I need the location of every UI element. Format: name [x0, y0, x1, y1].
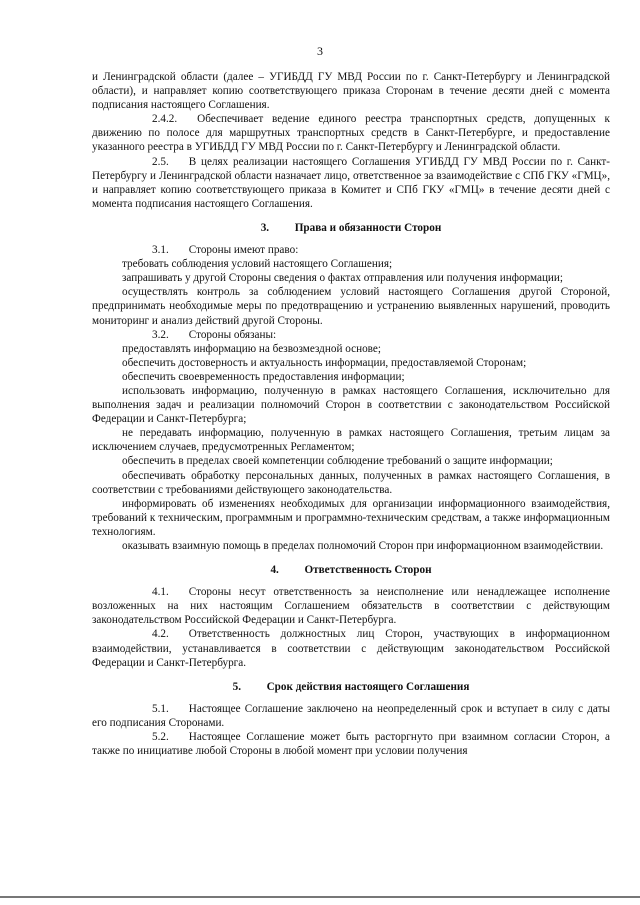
numbered-clause [92, 627, 610, 669]
section-number: 4. [270, 564, 279, 577]
paragraph-text: оказывать взаимную помощь в пределах полномочий Сторон при информационном взаимодействии. [122, 540, 604, 552]
numbered-clause [92, 155, 610, 211]
paragraph-text: Стороны имеют право: [188, 244, 299, 257]
paragraph-text: осуществлять контроль за соблюдением условий настоящего Соглашения другой Стороной, предпринимать необходимые меры по предотвращению и устранению выявленных нарушений, проводить мониторинг и анализ действий другой Стороны. [92, 286, 610, 327]
paragraph-text: обеспечить достоверность и актуальность информации, предоставляемой Сторонам; [122, 356, 527, 369]
paragraph-text: требовать соблюдения условий настоящего Соглашения; [122, 258, 393, 271]
section-number: 3. [260, 221, 270, 234]
paragraph-text: Обеспечивает ведение единого реестра транспортных средств, допущенных к движению по полосе для маршрутных транспортных средств в Санкт-Петербурге, и предоставление указанного реестра в УГИБДД ГУ МВД России по г. Санкт-Петербургу и Ленинградской области. [92, 113, 610, 154]
paragraph-text: запрашивать у другой Стороны сведения о фактах отправления или получения информации; [122, 272, 564, 285]
paragraph [92, 384, 610, 426]
paragraph [92, 539, 610, 553]
numbered-clause [92, 112, 610, 154]
section-heading [92, 680, 610, 694]
section-title: Срок действия настоящего Соглашения [266, 680, 470, 693]
section-heading [92, 563, 610, 577]
paragraph [92, 342, 610, 356]
section-heading [92, 221, 610, 235]
paragraph [92, 70, 610, 112]
numbered-clause [92, 702, 610, 730]
clause-number: 5.2. [152, 731, 169, 744]
paragraph-text: обеспечить своевременность предоставления информации; [122, 370, 405, 383]
page-number: 3 [317, 44, 323, 58]
section-number: 5. [232, 680, 241, 693]
numbered-clause [92, 730, 610, 758]
clause-number: 3.2. [152, 328, 169, 341]
paragraph-text: Настоящее Соглашение может быть расторгнуто при взаимном согласии Сторон, а также по инициативе любой Стороны в любой момент при условии получения [92, 731, 610, 758]
clause-number: 2.4.2. [152, 113, 178, 126]
scan-edge [0, 896, 640, 898]
paragraph [92, 271, 610, 285]
paragraph-text: обеспечивать обработку персональных данных, полученных в рамках настоящего Соглашения, в соответствии с требованиями действующего законодательства. [92, 469, 610, 496]
paragraph-text: Стороны несут ответственность за неисполнение или ненадлежащее исполнение возложенных на них настоящим Соглашением обязательств в соответствии с действующим законодательством Российской Федерации и Санкт-Петербурга. [92, 586, 610, 627]
clause-number: 4.1. [152, 586, 169, 599]
section-title: Права и обязанности Сторон [294, 221, 442, 234]
section-title: Ответственность Сторон [304, 564, 432, 577]
paragraph-text: информировать об изменениях необходимых для организации информационного взаимодействия, требований к техническим, программным и программно-техническим средствам, а также информационным технологиям. [92, 497, 610, 538]
paragraph-text: обеспечить в пределах своей компетенции соблюдение требований о защите информации; [122, 455, 553, 468]
paragraph [92, 497, 610, 539]
clause-number: 2.5. [152, 155, 169, 168]
paragraph [92, 426, 610, 454]
document-body [92, 70, 610, 758]
clause-number: 3.1. [152, 244, 169, 257]
paragraph [92, 454, 610, 468]
clause-number: 4.2. [152, 628, 169, 641]
paragraph-text: В целях реализации настоящего Соглашения УГИБДД ГУ МВД России по г. Санкт-Петербургу и Ленинградской области назначает лицо, ответственное за взаимодействие с СПб ГКУ «ГМЦ», и направляет копию соответствующего приказа в Комитет и СПб ГКУ «ГМЦ» в течение десяти дней с момента подписания настоящего Соглашения. [92, 155, 610, 210]
paragraph [92, 370, 610, 384]
paragraph-text: и Ленинградской области (далее – УГИБДД ГУ МВД России по г. Санкт-Петербургу и Ленинградской области), и направляет копию соответствующего приказа Сторонам в течение десяти дней с момента подписания настоящего Соглашения. [92, 71, 610, 112]
numbered-clause [92, 585, 610, 627]
paragraph [92, 356, 610, 370]
paragraph-text: не передавать информацию, полученную в рамках настоящего Соглашения, третьим лицам за исключением случаев, предусмотренных Регламентом; [92, 427, 610, 454]
paragraph [92, 257, 610, 271]
numbered-clause [92, 328, 610, 342]
clause-number: 5.1. [152, 702, 169, 715]
paragraph-text: Настоящее Соглашение заключено на неопределенный срок и вступает в силу с даты его подписания Сторонами. [92, 702, 610, 729]
paragraph-text: предоставлять информацию на безвозмездной основе; [122, 342, 381, 355]
paragraph-text: Стороны обязаны: [188, 328, 277, 341]
paragraph-text: использовать информацию, полученную в рамках настоящего Соглашения, исключительно для выполнения задач и реализации полномочий Сторон в соответствии с законодательством Российской Федерации и Санкт-Петербурга; [92, 384, 610, 426]
paragraph [92, 285, 610, 327]
numbered-clause [92, 243, 610, 257]
paragraph-text: Ответственность должностных лиц Сторон, участвующих в информационном взаимодействии, устанавливается в соответствии с действующим законодательством Российской Федерации и Санкт-Петербурга. [92, 628, 610, 669]
paragraph [92, 469, 610, 497]
